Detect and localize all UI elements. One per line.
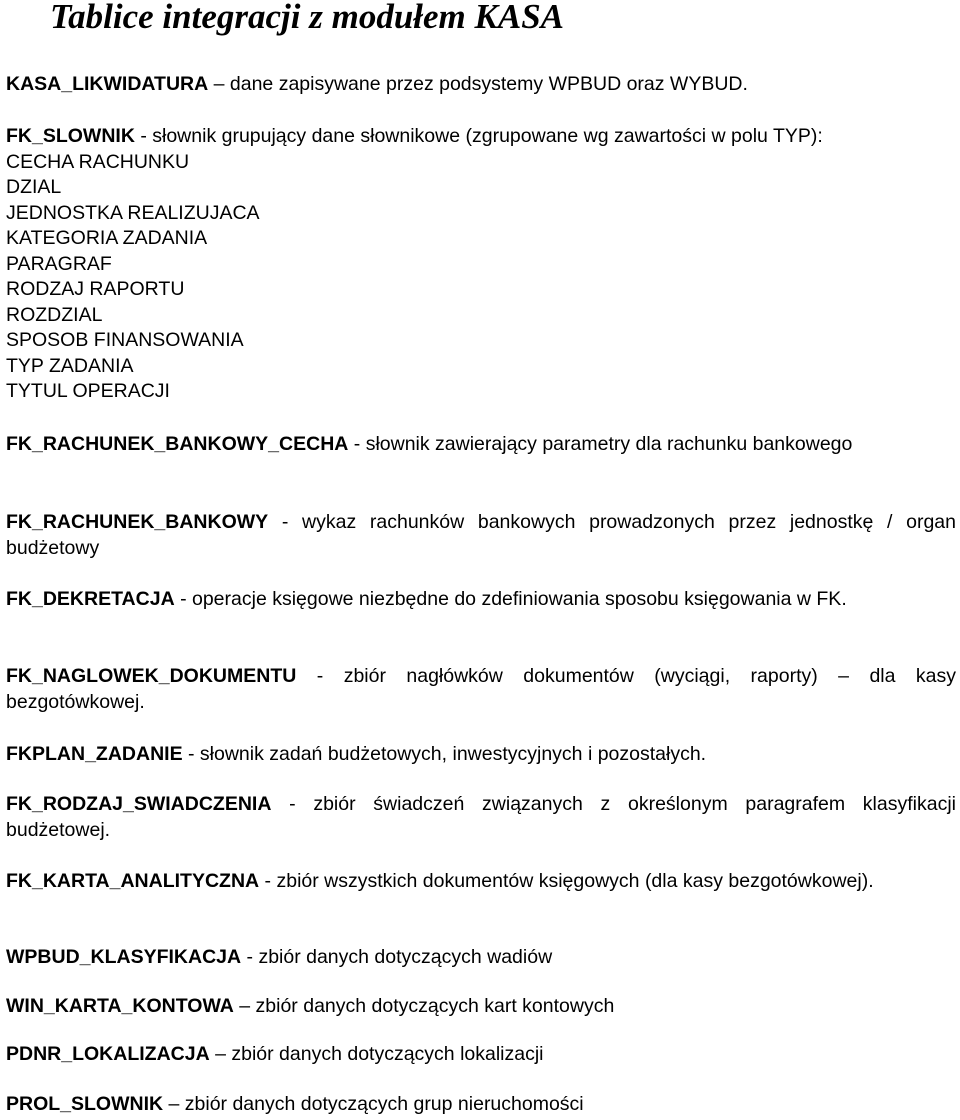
paragraph-fk-rodzaj-swiadczenia	[6, 792, 956, 843]
table-description: - wykaz rachunków bankowych prowadzonych przez jednostkę / organ budżetowy	[6, 511, 956, 559]
paragraph-pdnr-lokalizacja	[6, 1042, 956, 1068]
list-item: RODZAJ RAPORTU	[6, 278, 185, 300]
table-name: WPBUD_KLASYFIKACJA	[6, 946, 242, 968]
table-description: – zbiór danych dotyczących kart kontowych	[233, 995, 615, 1017]
paragraph-win-karta-kontowa	[6, 994, 956, 1020]
list-item: ROZDZIAL	[6, 303, 103, 326]
page-title: Tablice integracji z modułem KASA	[50, 0, 565, 36]
table-name: KASA_LIKWIDATURA	[6, 73, 209, 95]
paragraph-kasa-likwidatura	[6, 72, 956, 98]
paragraph-fk-slownik	[6, 124, 956, 405]
list-item: TYTUL OPERACJI	[6, 380, 170, 402]
table-name: FK_RACHUNEK_BANKOWY	[6, 511, 269, 533]
table-name: FK_KARTA_ANALITYCZNA	[6, 870, 260, 892]
table-description: – dane zapisywane przez podsystemy WPBUD oraz WYBUD.	[208, 73, 748, 95]
table-description: - zbiór nagłówków dokumentów (wyciągi, raporty) – dla kasy bezgotówkowej.	[6, 665, 956, 713]
paragraph-fk-rachunek-bankowy-cecha	[6, 432, 956, 458]
table-description: - operacje księgowe niezbędne do zdefiniowania sposobu księgowania w FK.	[174, 588, 847, 610]
list-item: JEDNOSTKA REALIZUJACA	[6, 201, 260, 224]
table-name: PDNR_LOKALIZACJA	[6, 1043, 210, 1065]
paragraph-fk-dekretacja	[6, 587, 956, 613]
table-name: FK_NAGLOWEK_DOKUMENTU	[6, 665, 297, 687]
table-name: FK_RODZAJ_SWIADCZENIA	[6, 793, 272, 815]
paragraph-wpbud-klasyfikacja	[6, 945, 956, 971]
table-description: - zbiór wszystkich dokumentów księgowych (dla kasy bezgotówkowej).	[259, 870, 874, 892]
paragraph-prol-slownik	[6, 1092, 956, 1118]
table-description: - zbiór danych dotyczących wadiów	[241, 946, 553, 968]
paragraph-fkplan-zadanie	[6, 742, 956, 768]
table-name: WIN_KARTA_KONTOWA	[6, 995, 234, 1017]
table-description: - słownik grupujący dane słownikowe (zgrupowane wg zawartości w polu TYP):	[134, 125, 823, 147]
table-name: FKPLAN_ZADANIE	[6, 743, 183, 765]
table-name: FK_RACHUNEK_BANKOWY_CECHA	[6, 433, 349, 455]
paragraph-fk-naglowek-dokumentu	[6, 664, 956, 715]
list-item: KATEGORIA ZADANIA	[6, 227, 208, 249]
table-description: – zbiór danych dotyczących lokalizacji	[209, 1043, 544, 1065]
table-description: - słownik zadań budżetowych, inwestycyjnych i pozostałych.	[182, 743, 707, 765]
table-name: PROL_SLOWNIK	[6, 1093, 164, 1115]
list-item: SPOSOB FINANSOWANIA	[6, 329, 244, 351]
list-item: PARAGRAF	[6, 252, 112, 275]
table-name: FK_SLOWNIK	[6, 125, 135, 147]
list-item: CECHA RACHUNKU	[6, 150, 190, 173]
paragraph-fk-karta-analityczna	[6, 869, 956, 895]
paragraph-fk-rachunek-bankowy	[6, 510, 956, 561]
table-name: FK_DEKRETACJA	[6, 588, 175, 610]
table-description: - zbiór świadczeń związanych z określonym paragrafem klasyfikacji budżetowej.	[6, 793, 956, 841]
list-item: DZIAL	[6, 176, 62, 198]
list-item: TYP ZADANIA	[6, 354, 134, 377]
table-description: - słownik zawierający parametry dla rachunku bankowego	[348, 433, 853, 455]
table-description: – zbiór danych dotyczących grup nieruchomości	[163, 1093, 584, 1115]
